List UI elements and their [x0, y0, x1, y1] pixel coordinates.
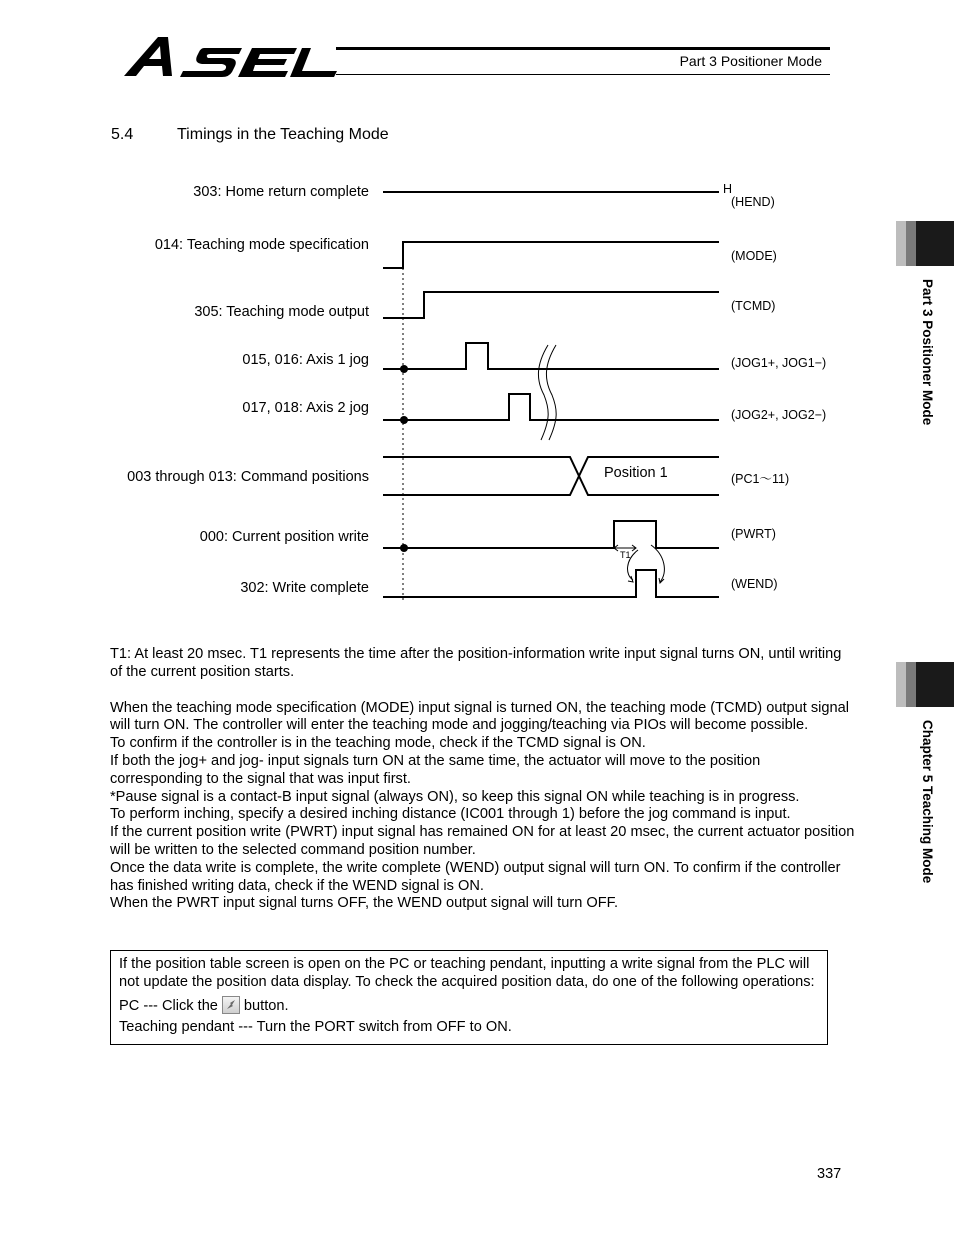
break-marks [538, 345, 556, 440]
ref-dot-pwrt [400, 544, 408, 552]
signal-code-jog1: (JOG1+, JOG1−) [731, 356, 827, 370]
asel-logo [122, 34, 340, 85]
note-pc-suffix: button. [243, 997, 289, 1014]
section-number: 5.4 [111, 126, 134, 143]
signal-code-pc: (PC1〜11) [731, 472, 790, 486]
waveform-jog1 [383, 343, 719, 369]
timing-chart [370, 175, 733, 605]
waveform-pc-bus [383, 457, 719, 495]
note-pc-prefix: PC --- Click the [119, 997, 218, 1014]
signal-label-jog2: 017, 018: Axis 2 jog [242, 400, 369, 416]
position-1-label: Position 1 [604, 465, 668, 481]
note-box [110, 950, 828, 1045]
signal-code-h: H [723, 182, 733, 196]
waveform-wend [383, 570, 719, 597]
signal-label-mode: 014: Teaching mode specification [154, 237, 369, 253]
waveform-jog2 [383, 394, 719, 420]
signal-code-hend: (HEND) [731, 195, 775, 209]
waveform-mode [383, 242, 719, 268]
paragraph-mode: When the teaching mode specification (MODE) input signal is turned ON, the teaching mode (TCMD) output signal will turn ON. The controller will enter the teaching mode and jogging/teaching via PIOs will become possible. [110, 699, 849, 734]
signal-label-hend: 303: Home return complete [193, 184, 369, 200]
waveform-pwrt [383, 521, 719, 548]
ref-dot-jog2 [400, 416, 408, 424]
signal-label-tcmd: 305: Teaching mode output [194, 304, 369, 320]
ref-dot-jog1 [400, 365, 408, 373]
note-pendant-line: Teaching pendant --- Turn the PORT switch from OFF to ON. [119, 1019, 512, 1036]
page-number: 337 [817, 1166, 842, 1182]
note-text: If the position table screen is open on the PC or teaching pendant, inputting a write signal from the PLC will not update the position data display. To check the acquired position data, do one of the following operations: [119, 956, 815, 990]
side-label-chapter: Chapter 5 Teaching Mode [920, 720, 935, 884]
header-rule-bottom [336, 74, 830, 75]
side-tab-chapter [896, 662, 954, 707]
signal-label-pwrt: 000: Current position write [199, 529, 369, 545]
header-part-title: Part 3 Positioner Mode [679, 53, 822, 69]
header-rule-top [336, 47, 830, 50]
side-label-part: Part 3 Positioner Mode [920, 279, 935, 426]
signal-code-pwrt: (PWRT) [731, 527, 776, 541]
signal-code-mode: (MODE) [731, 249, 777, 263]
signal-label-jog1: 015, 016: Axis 1 jog [242, 352, 369, 368]
signal-label-wend: 302: Write complete [240, 580, 369, 596]
refresh-button-icon [222, 996, 240, 1014]
waveform-tcmd [383, 292, 719, 318]
signal-code-tcmd: (TCMD) [731, 299, 776, 313]
paragraph-pause: *Pause signal is a contact-B input signal (always ON), so keep this signal ON while teaching is in progress. [110, 788, 800, 805]
note-pc-line [119, 996, 819, 1016]
paragraph-off: When the PWRT input signal turns OFF, the WEND output signal will turn OFF. [110, 895, 619, 912]
signal-code-wend: (WEND) [731, 577, 778, 591]
section-title: Timings in the Teaching Mode [177, 126, 389, 143]
body-text [110, 646, 855, 913]
paragraph-wend: Once the data write is complete, the write complete (WEND) output signal will turn ON. To confirm if the controller has finished writing data, check if the WEND signal is ON. [110, 859, 841, 894]
paragraph-jog: If both the jog+ and jog- input signals turn ON at the same time, the actuator will move to the position corresponding to the signal that was input first. [110, 752, 761, 787]
paragraph-inching: To perform inching, specify a desired inching distance (IC001 through 1) before the jog command is input. [110, 806, 791, 823]
t1-label: T1 [620, 550, 631, 560]
signal-label-pc: 003 through 013: Command positions [127, 469, 369, 485]
signal-code-jog2: (JOG2+, JOG2−) [731, 408, 827, 422]
side-tab-part [896, 221, 954, 266]
paragraph-pwrt: If the current position write (PWRT) input signal has remained ON for at least 20 msec, the current actuator position will be written to the selected command position number. [110, 824, 855, 858]
paragraph-t1: T1: At least 20 msec. T1 represents the time after the position-information write input signal turns ON, until writing of the current position starts. [110, 646, 842, 680]
paragraph-confirm: To confirm if the controller is in the teaching mode, check if the TCMD signal is ON. [110, 735, 646, 752]
